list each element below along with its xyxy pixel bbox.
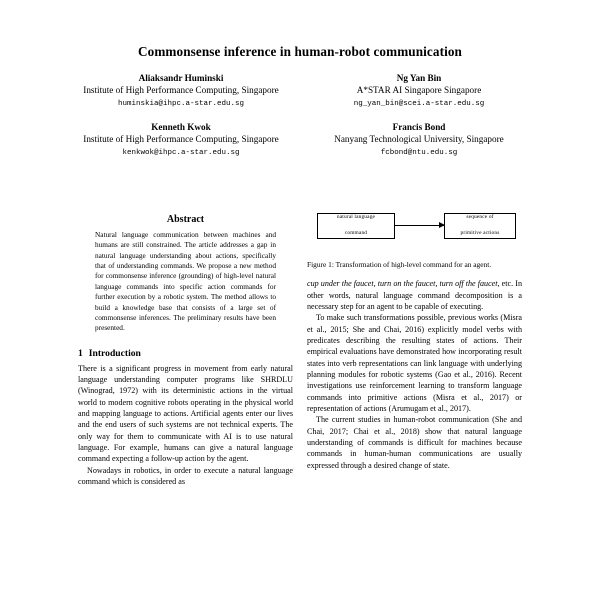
author-row-1 (0, 72, 600, 110)
figure-1-diagram (307, 207, 522, 251)
author-affiliation: Institute of High Performance Computing, Singapore (83, 134, 279, 145)
author-name: Kenneth Kwok (151, 121, 211, 132)
author-name: Francis Bond (392, 121, 446, 132)
author-block-1 (62, 72, 300, 110)
author-name: Aliaksandr Huminski (138, 72, 224, 83)
author-row-2 (0, 121, 600, 159)
right-paragraph-2: The current studies in human-robot communication (She and Chai, 2017; Chai et al., 2018) show that natural language understanding of commands is difficult for machines because commands in human-human communications are usually expressed through a desired change of state. (307, 415, 522, 470)
intro-paragraph-2: Nowadays in robotics, in order to execute a natural language command which is considered as (78, 465, 293, 486)
intro-paragraph-1: There is a significant progress in movement from early natural language understanding computer programs like SHRDLU (Winograd, 1972) with its deterministic actions in the virtual world to modern cognitive robots operating in the physical world and mapping language to actions. Artificial agents enter our lives and the end users of such systems are not technical experts. The only way for them to communicate with AI is to use natural language. For example, humans can give a natural language command expecting a follow-up action by the agent. (78, 363, 293, 464)
abstract-text: Natural language communication between machines and humans are still constrained. The article addresses a gap in natural language understanding about actions, specifically that of understanding commands. We propose a new method for commonsense inference (grounding) of high-level natural language commands into specific action commands for further execution by a robotic system. The method allows to build a knowledge base that consists of a large set of commonsense inferences. The preliminary results have been presented. (95, 230, 276, 333)
figure-caption-text: Transformation of high-level command for an agent. (335, 260, 492, 269)
right-column-continued-paragraph (307, 278, 522, 312)
author-email[interactable]: huminskia@ihpc.a-star.edu.sg (117, 100, 245, 109)
author-block-2 (300, 72, 538, 110)
node-label-line-2: primitive actions (460, 229, 500, 236)
continued-italic-example: cup under the faucet, turn on the faucet, turn off the faucet (307, 279, 498, 289)
abstract-section (78, 214, 293, 334)
author-block-4 (300, 121, 538, 159)
diagram-node-sequence-of-primitive-actions (444, 213, 516, 239)
author-email[interactable]: kenkwok@ihpc.a-star.edu.sg (122, 149, 240, 158)
node-label-line-1: sequence of (466, 214, 494, 221)
author-email[interactable]: ng_yan_bin@scei.a-star.edu.sg (353, 100, 485, 109)
arrow-right-icon (395, 225, 444, 226)
section-title: Introduction (88, 347, 141, 359)
abstract-heading: Abstract (166, 214, 205, 225)
right-paragraph-1: To make such transformations possible, previous works (Misra et al., 2015; She and Chai, 2016) explicitly model verbs with predicates describing the resulting states of actions. Their empirical evaluations have demonstrated how incorporating result states into verb representations can link language with underlying planning modules for robotic systems (Gao et al., 2016). Recent investigations use reinforcement learning to transform language commands into primitive actions (Misra et al., 2017) or representation of actions (Arumugam et al., 2017). (307, 313, 522, 413)
figure-label: Figure 1: (307, 260, 334, 269)
left-column (78, 205, 293, 487)
figure-1-caption (307, 260, 522, 270)
author-affiliation: Nanyang Technological University, Singapore (334, 134, 504, 145)
author-email[interactable]: fcbond@ntu.edu.sg (380, 149, 458, 158)
continued-rest-text: , etc. In other words, natural language command decomposition is a necessary step for an agent to be capable of executing. (307, 279, 522, 312)
author-block-3 (62, 121, 300, 159)
section-number: 1 (78, 347, 83, 359)
node-label-line-1: natural language (336, 214, 376, 221)
author-affiliation: Institute of High Performance Computing, Singapore (83, 85, 279, 96)
right-column (307, 205, 522, 487)
author-name: Ng Yan Bin (396, 72, 442, 83)
two-column-body (0, 205, 600, 487)
section-heading-introduction (78, 348, 293, 359)
diagram-node-natural-language-command (317, 213, 395, 239)
figure-1 (307, 207, 522, 270)
page-title: Commonsense inference in human-robot communication (138, 44, 462, 59)
author-affiliation: A*STAR AI Singapore Singapore (356, 85, 482, 96)
node-label-line-2: command (344, 229, 368, 236)
